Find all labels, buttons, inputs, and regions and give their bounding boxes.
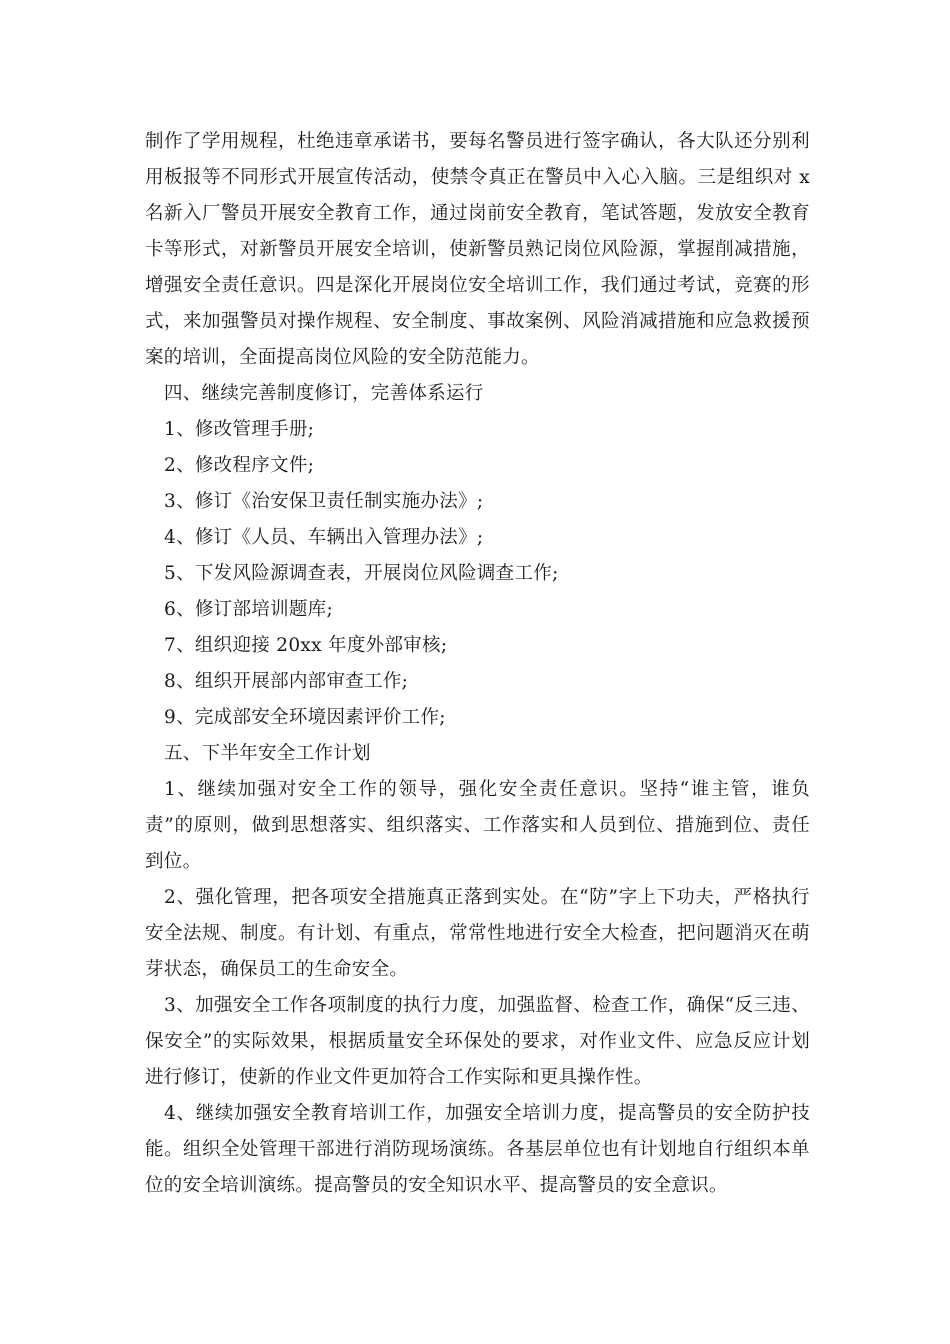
section-heading: 五、下半年安全工作计划 — [164, 743, 371, 764]
list-item: 9、完成部安全环境因素评价工作; — [164, 707, 446, 728]
list-item: 1、修改管理手册; — [164, 419, 315, 440]
section-heading: 四、继续完善制度修订，完善体系运行 — [164, 383, 484, 404]
body-paragraph: 制作了学用规程，杜绝违章承诺书，要每名警员进行签字确认，各大队还分别利用板报等不同形式开展宣传活动，使禁令真正在警员中入心入脑。三是组织对 x 名新入厂警员开展安全教育工作，通过岗前安全教育，笔试答题，发放安全教育卡等形式，对新警员开展安全培训，使新警员熟记岗位风险源，掌握削减措施，增强安全责任意识。四是深化开展岗位安全培训工作，我们通过考试，竞赛的形式，来加强警员对操作规程、安全制度、事故案例、风险消减措施和应急救援预案的培训，全面提高岗位风险的安全防范能力。 — [145, 131, 810, 368]
body-paragraph: 1、继续加强对安全工作的领导，强化安全责任意识。坚持“谁主管，谁负责”的原则，做到思想落实、组织落实、工作落实和人员到位、措施到位、责任到位。 — [145, 779, 810, 872]
list-item: 4、修订《人员、车辆出入管理办法》; — [164, 527, 484, 548]
document-page — [145, 124, 810, 1204]
list-item: 3、修订《治安保卫责任制实施办法》; — [164, 491, 484, 512]
body-paragraph: 2、强化管理，把各项安全措施真正落到实处。在“防”字上下功夫，严格执行安全法规、制度。有计划、有重点，常常性地进行安全大检查，把问题消灭在萌芽状态，确保员工的生命安全。 — [145, 887, 810, 980]
list-item: 7、组织迎接 20xx 年度外部审核; — [164, 635, 448, 656]
list-item: 2、修改程序文件; — [164, 455, 315, 476]
body-paragraph: 3、加强安全工作各项制度的执行力度，加强监督、检查工作，确保“反三违、保安全”的实际效果，根据质量安全环保处的要求，对作业文件、应急反应计划进行修订，使新的作业文件更加符合工作实际和更具操作性。 — [145, 995, 810, 1088]
list-item: 6、修订部培训题库; — [164, 599, 334, 620]
list-item: 5、下发风险源调查表，开展岗位风险调查工作; — [164, 563, 559, 584]
body-paragraph: 4、继续加强安全教育培训工作，加强安全培训力度，提高警员的安全防护技能。组织全处管理干部进行消防现场演练。各基层单位也有计划地自行组织本单位的安全培训演练。提高警员的安全知识水平、提高警员的安全意识。 — [145, 1103, 810, 1196]
list-item: 8、组织开展部内部审查工作; — [164, 671, 409, 692]
